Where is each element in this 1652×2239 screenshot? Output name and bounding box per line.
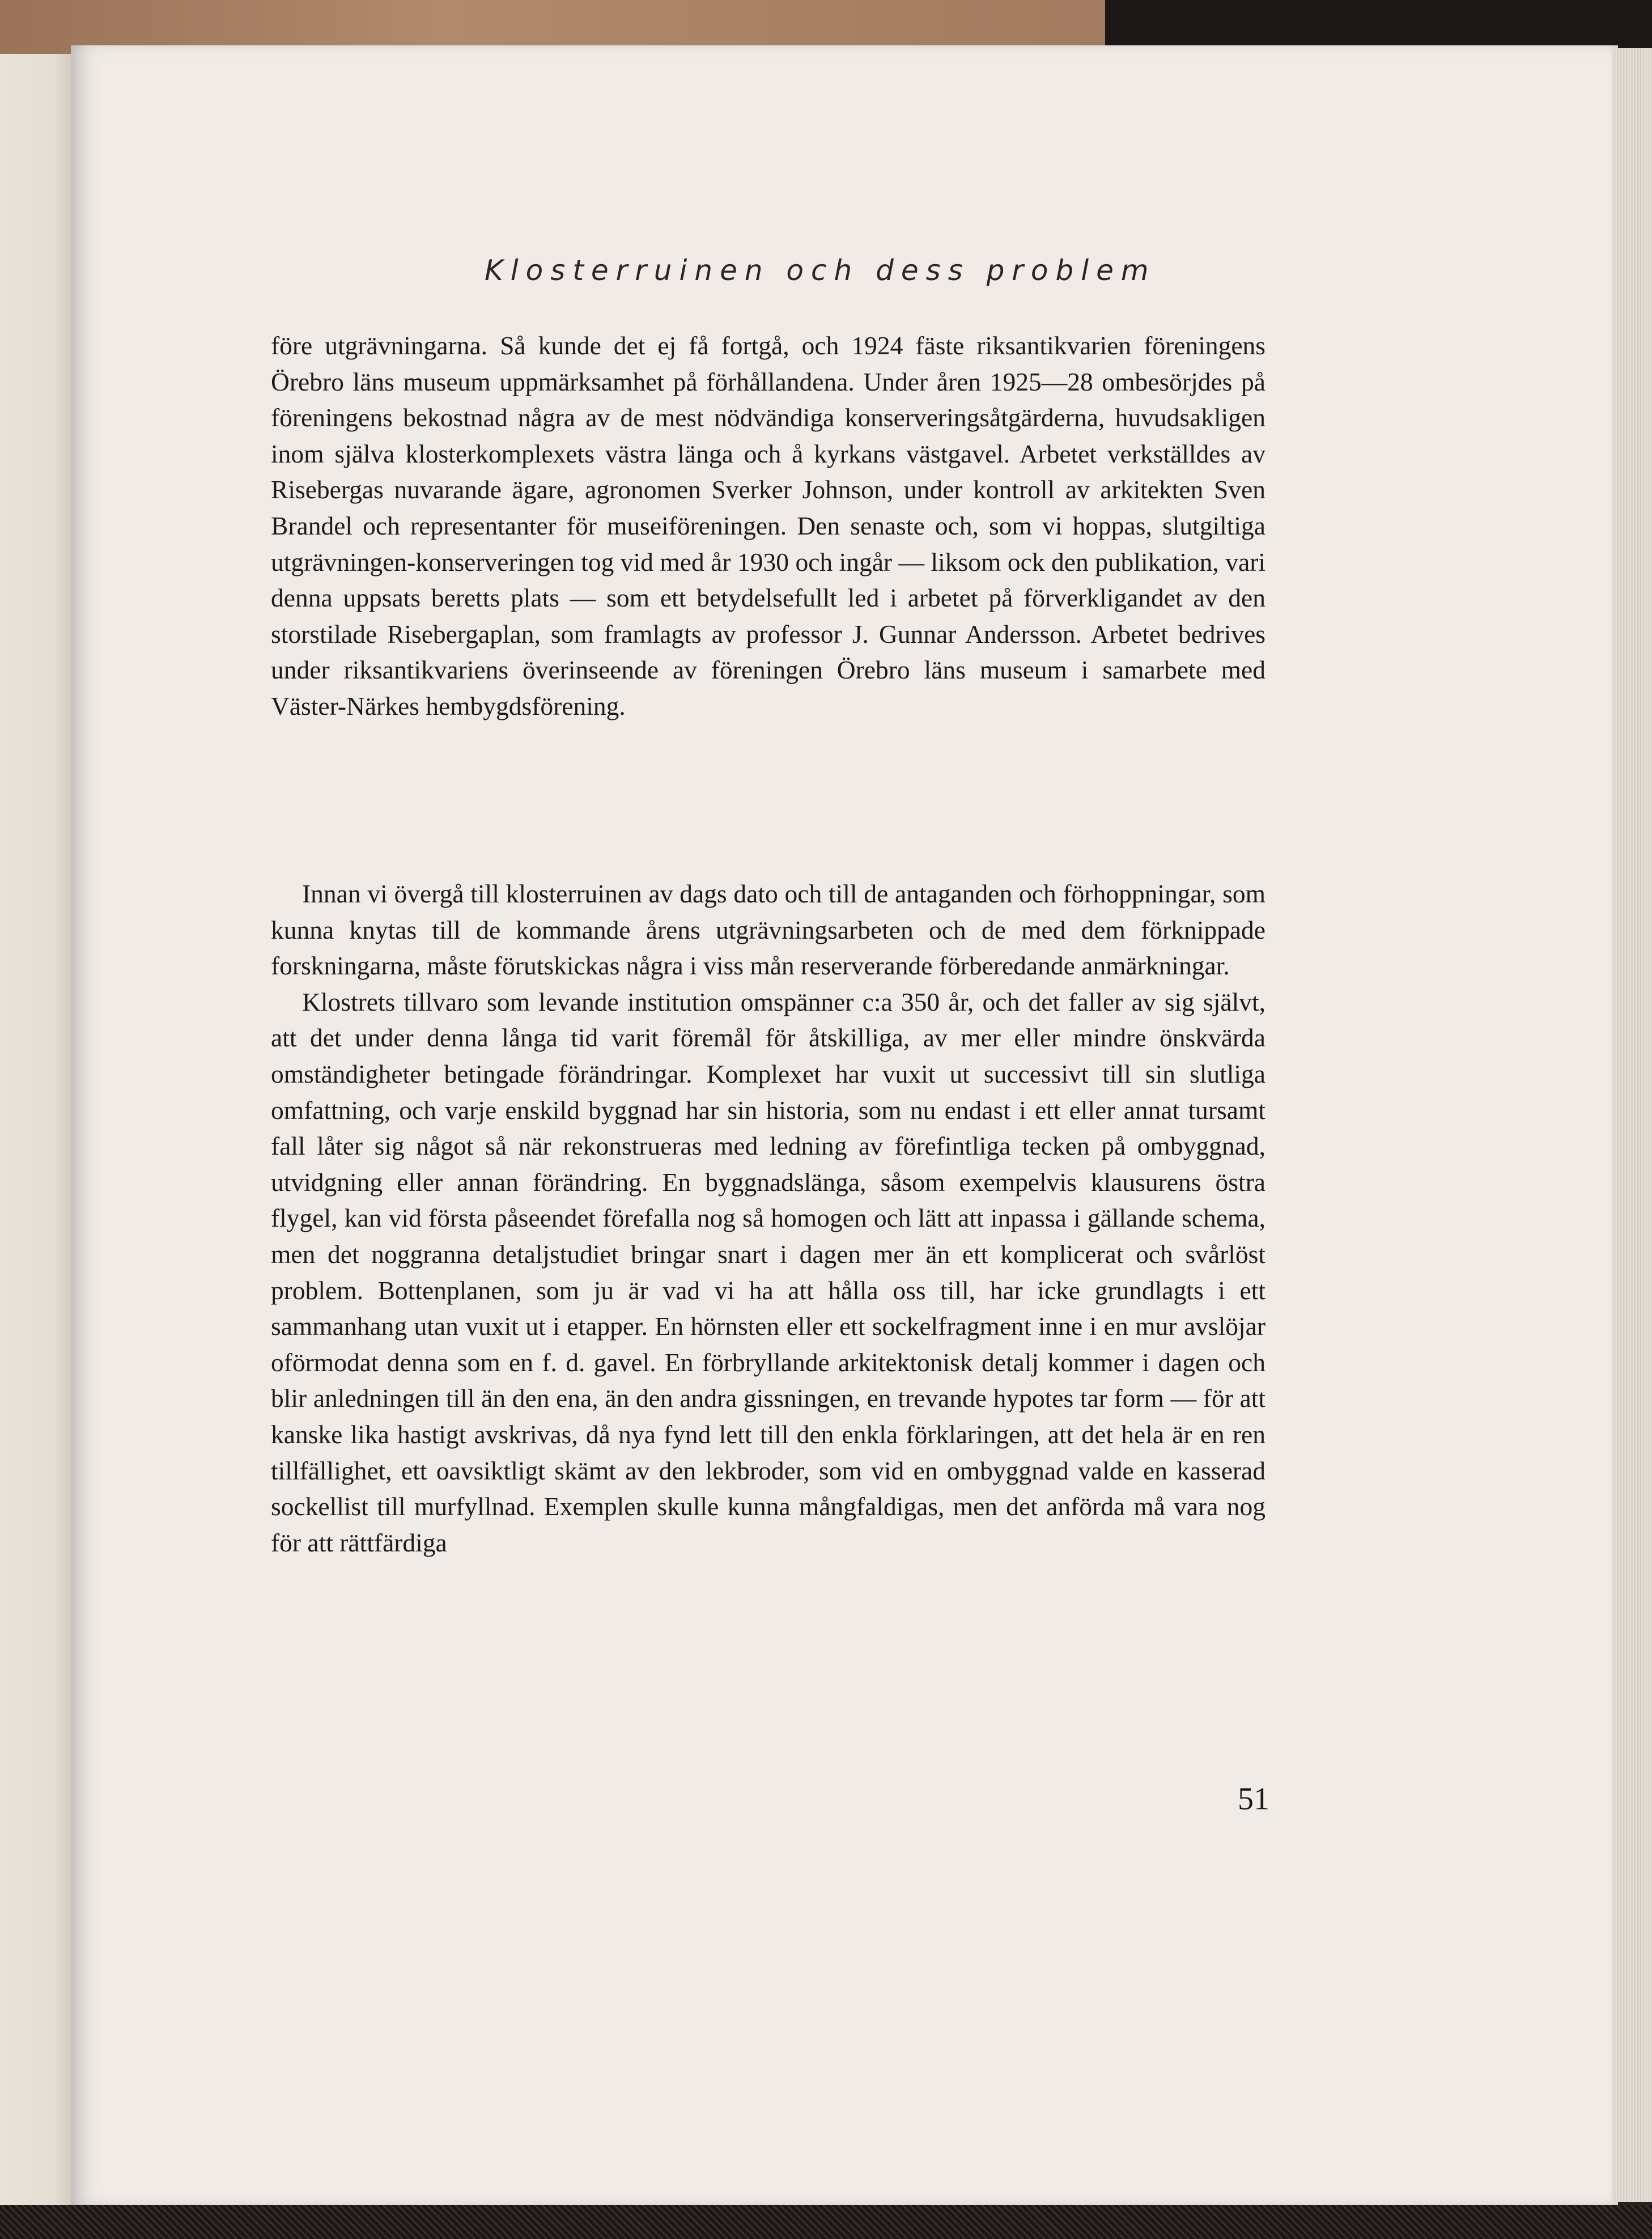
left-facing-page [0, 54, 79, 2208]
paragraph-continuation: före utgrävningarna. Så kunde det ej få fortgå, och 1924 fäste riksantikvarien föreningens Örebro läns museum uppmärksamhet på förhållandena. Under åren 1925—28 ombesörjdes på föreningens bekostnad några av de mest nödvändiga konserveringsåtgärderna, huvudsakligen inom själva klosterkomplexets västra länga och å kyrkans västgavel. Arbetet verkställdes av Risebergas nuvarande ägare, agronomen Sverker Johnson, under kontroll av arkitekten Sven Brandel och representanter för museiföreningen. Den senaste och, som vi hoppas, slutgiltiga utgrävningen-konserveringen tog vid med år 1930 och ingår — liksom ock den publikation, vari denna uppsats beretts plats — som ett betydelsefullt led i arbetet på förverkligandet av den storstilade Risebergaplan, som framlagts av professor J. Gunnar Andersson. Arbetet bedrives under riksantikvariens överinseende av föreningen Örebro läns museum i samarbete med Väster-Närkes hembygdsförening. [271, 331, 1265, 720]
paragraph-intro: Innan vi övergå till klosterruinen av dags dato och till de antaganden och förhoppningar, som kunna knytas till de kommande årens utgrävningsarbeten och de med dem förknippade forskningarna, måste förutskickas några i viss mån reserverande förberedande anmärkningar. [271, 879, 1265, 981]
page-number: 51 [1238, 1782, 1269, 1817]
page-edges [1612, 48, 1652, 2202]
running-head: Klosterruinen och dess problem [485, 254, 1156, 287]
patterned-cloth [0, 2205, 1652, 2239]
paragraph-main: Klostrets tillvaro som levande institution omspänner c:a 350 år, och det faller av sig självt, att det under denna långa tid varit föremål för åtskilliga, av mer eller mindre önskvärda omständigheter betingade förändringar. Komplexet har vuxit ut successivt till sin slutliga omfattning, och varje enskild byggnad har sin historia, som nu endast i ett eller annat tursamt fall låter sig något så när rekonstrueras med ledning av förefintliga tecken på ombyggnad, utvidgning eller annan förändring. En byggnadslänga, såsom exempelvis klausurens östra flygel, kan vid första påseendet förefalla nog så homogen och lätt att inpassa i gällande schema, men det noggranna detaljstudiet bringar snart i dagen mer än ett komplicerat och svårlöst problem. Bottenplanen, som ju är vad vi ha att hålla oss till, har icke grundlagts i ett sammanhang utan vuxit ut i etapper. En hörnsten eller ett sockelfragment inne i en mur avslöjar oförmodat denna som en f. d. gavel. En förbryllande arkitektonisk detalj kommer i dagen och blir anledningen till än den ena, än den andra gissningen, en trevande hypotes tar form — för att kanske lika hastigt avskrivas, då nya fynd lett till den enkla förklaringen, att det hela är en ren tillfällighet, ett oavsiktligt skämt av den lekbroder, som vid en ombyggnad valde en kasserad sockellist till murfyllnad. Exemplen skulle kunna mångfaldigas, men det anförda må vara nog för att rättfärdiga [271, 987, 1265, 1557]
text-block-bottom [271, 876, 1265, 1560]
text-block-top [271, 328, 1265, 724]
